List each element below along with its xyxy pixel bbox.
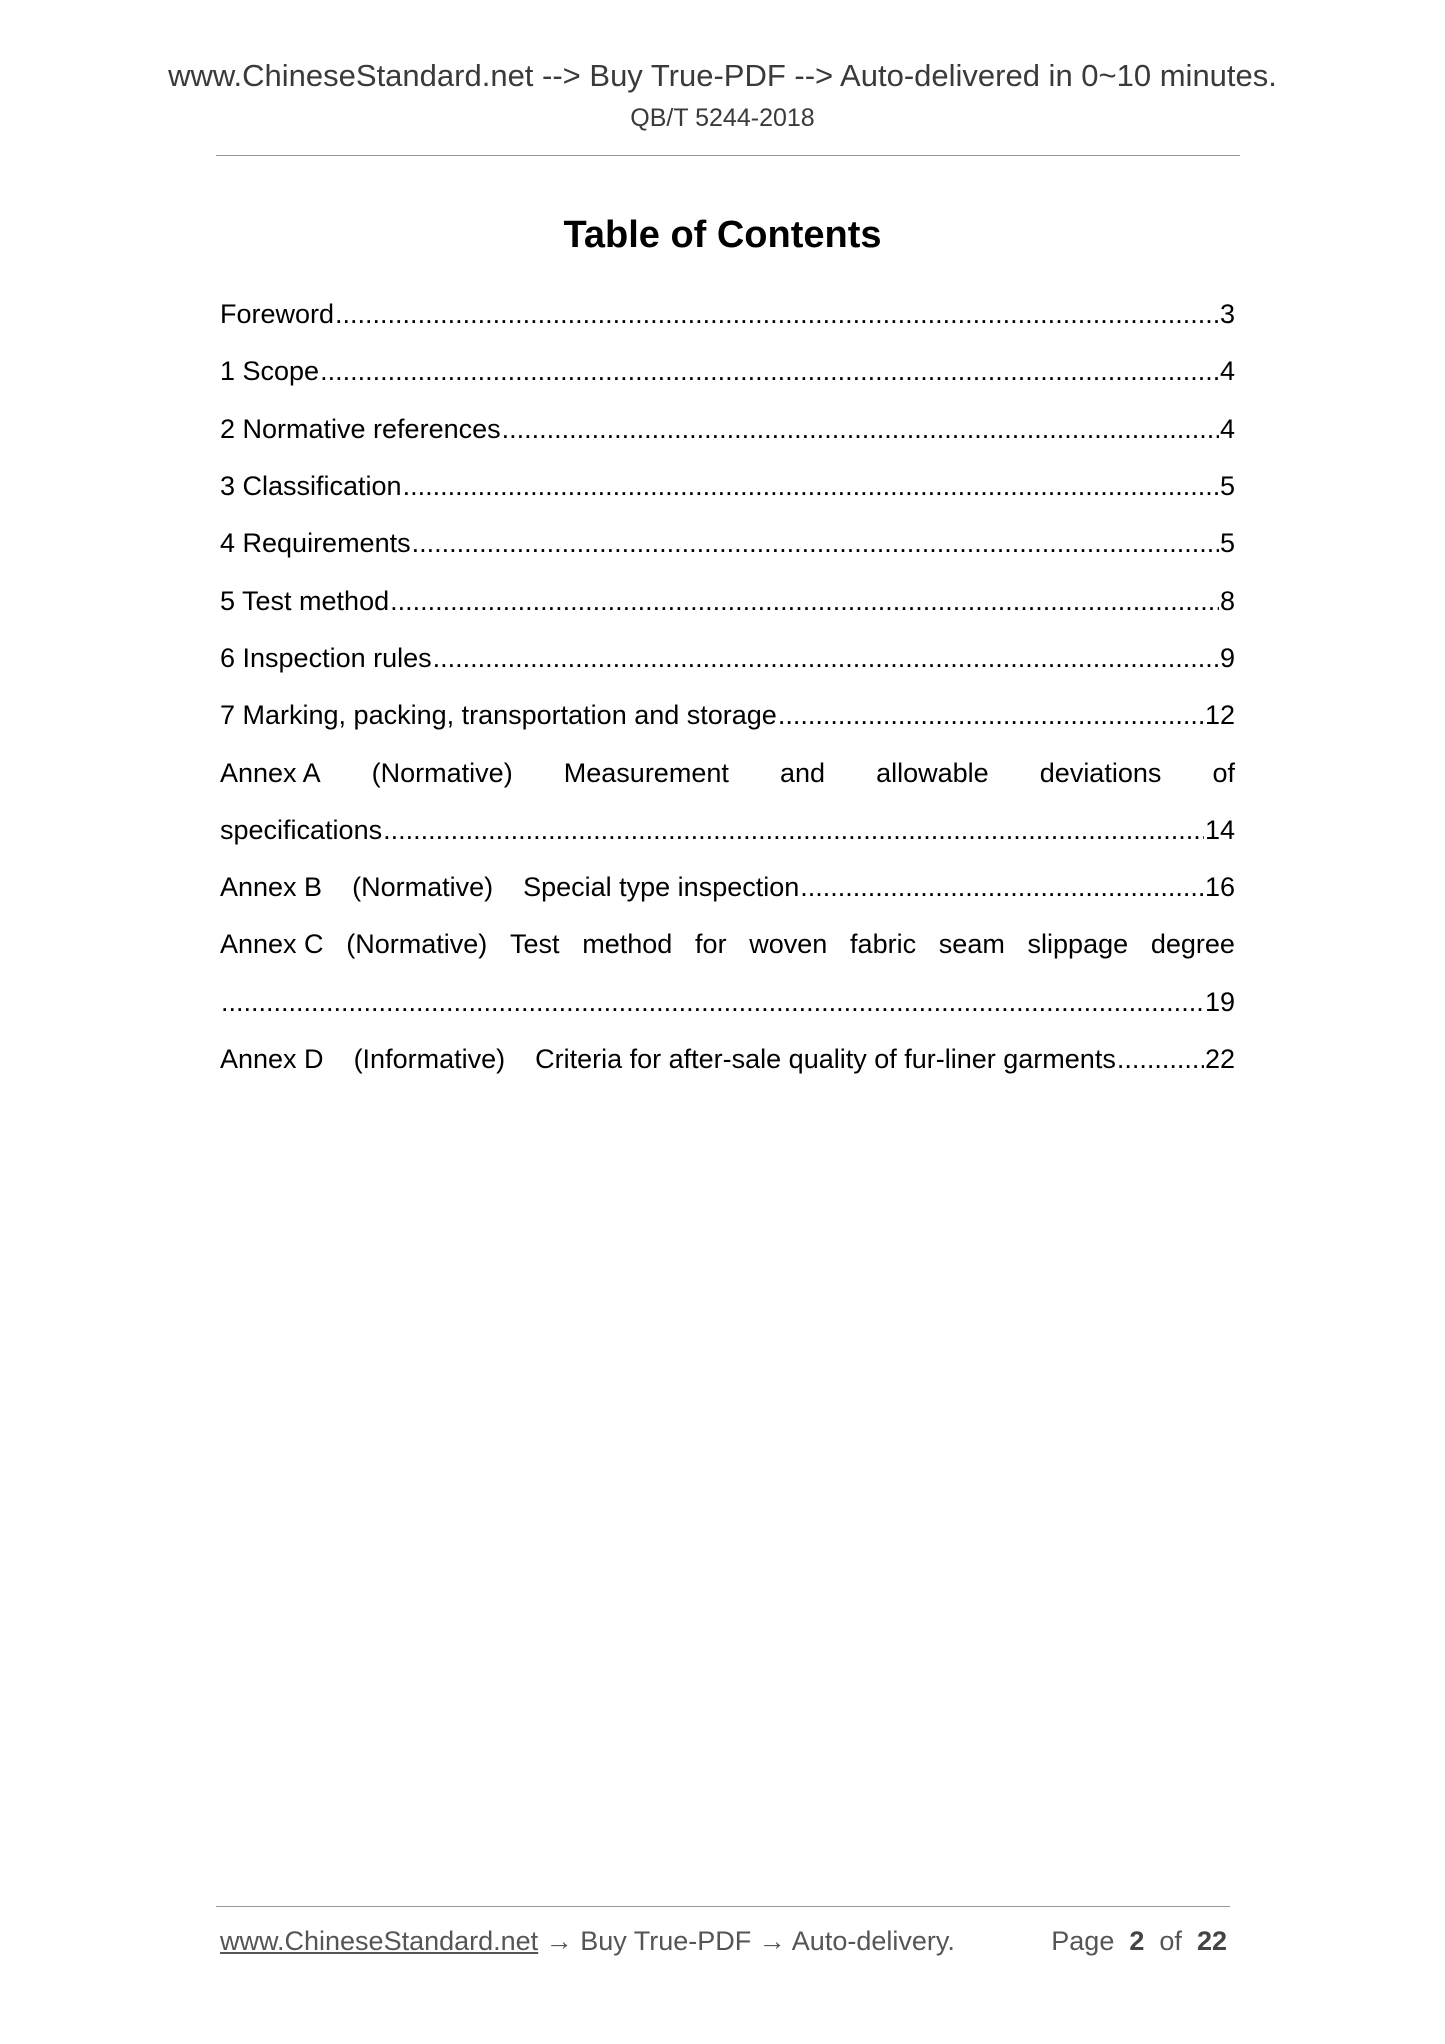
page-number [1051,1926,1227,1957]
toc-entry-page: 16 [1204,872,1235,903]
annex-id: Annex B [220,872,323,903]
toc-entry-label: 5 Test method [220,585,390,616]
toc-entry-page: 9 [1219,642,1235,673]
annex-id: Annex D [220,1044,324,1074]
annex-title-word: Test [510,929,560,960]
toc-entry-classification[interactable] [220,458,1235,515]
dot-leader [778,700,1204,731]
standard-code: QB/T 5244-2018 [630,104,815,132]
annex-type: (Informative) [353,1044,506,1074]
toc-entry-scope[interactable] [220,343,1235,400]
dot-leader [412,528,1219,559]
annex-title-word: slippage [1027,929,1129,960]
toc-entry-marking-packing[interactable] [220,687,1235,744]
toc-entry-normative-references[interactable] [220,401,1235,458]
annex-type: (Normative) [352,872,494,903]
annex-type: (Normative) [371,757,513,788]
toc-entry-page: 19 [1204,986,1235,1017]
toc-entry-label: 4 Requirements [220,528,411,559]
toc-entry-foreword[interactable] [220,286,1235,343]
toc-entry-page: 14 [1204,814,1235,845]
footer-promo [220,1926,955,1957]
annex-title: Special type inspection [523,872,800,903]
toc-entry-annex-d[interactable] [220,1031,1235,1088]
toc-entry-label: 3 Classification [220,471,402,502]
toc-entry-label: 6 Inspection rules [220,642,432,673]
toc-entry-requirements[interactable] [220,515,1235,572]
annex-id: Annex A [220,757,321,788]
toc-entry-annex-c[interactable] [220,916,1235,973]
footer-site-link[interactable]: www.ChineseStandard.net [220,1926,539,1956]
arrow-right-icon: → [758,1926,786,1956]
toc-entry-label: 1 Scope [220,356,320,387]
toc-entry-page: 4 [1219,413,1235,444]
toc-entry-label: 7 Marking, packing, transportation and storage [220,700,777,731]
annex-title-word: Measurement [563,757,729,788]
dot-leader [1117,1044,1204,1075]
annex-title-continuation: specifications [220,814,383,845]
dot-leader [800,872,1204,903]
footer-divider [216,1906,1230,1907]
page-word: Page [1051,1926,1115,1956]
header-banner: www.ChineseStandard.net --> Buy True-PDF --> Auto-delivered in 0~10 minutes. [168,58,1277,93]
toc-entry-page: 4 [1219,356,1235,387]
dot-leader [383,815,1204,846]
current-page: 2 [1129,1926,1145,1956]
dot-leader [221,987,1204,1018]
annex-title-word: degree [1150,929,1235,960]
toc-entry-page: 3 [1219,299,1235,330]
toc-entry-annex-b[interactable] [220,859,1235,916]
toc-entry-test-method[interactable] [220,572,1235,629]
toc-entry-page: 12 [1204,700,1235,731]
toc-entry-page: 8 [1219,585,1235,616]
page-title: Table of Contents [563,214,882,256]
annex-title-word: and [779,757,826,788]
dot-leader [403,471,1219,502]
toc-entry-label: Foreword [220,299,335,330]
dot-leader [433,643,1219,674]
total-pages: 22 [1196,1926,1227,1956]
annex-type: (Normative) [346,929,488,960]
dot-leader [335,299,1219,330]
toc-entry-label: 2 Normative references [220,413,501,444]
annex-title-word: deviations [1039,757,1162,788]
toc-entry-page: 5 [1219,471,1235,502]
toc-entry-page: 5 [1219,528,1235,559]
header-divider [216,155,1240,156]
footer-buy-text: Buy True-PDF [580,1926,752,1956]
annex-title-word: seam [938,929,1005,960]
annex-title-word: for [695,929,727,960]
dot-leader [502,414,1219,445]
annex-title-word: method [582,929,673,960]
toc-entry-annex-a[interactable] [220,744,1235,801]
annex-id: Annex C [220,929,324,960]
dot-leader [320,356,1219,387]
toc-entry-page: 22 [1204,1044,1235,1074]
annex-title-word: woven [749,929,828,960]
table-of-contents [220,286,1235,1088]
footer-delivery-text: Auto-delivery. [791,1926,955,1956]
annex-title-word: allowable [876,757,989,788]
annex-title-word: of [1212,757,1235,788]
dot-leader [390,586,1219,617]
toc-entry-inspection-rules[interactable] [220,630,1235,687]
toc-entry-annex-c-continued[interactable] [220,974,1235,1031]
annex-title: Criteria for after-sale quality of fur-liner garments [535,1044,1116,1074]
annex-title-word: fabric [850,929,917,960]
toc-entry-annex-a-continued[interactable] [220,802,1235,859]
arrow-right-icon: → [545,1926,573,1956]
of-word: of [1159,1926,1182,1956]
